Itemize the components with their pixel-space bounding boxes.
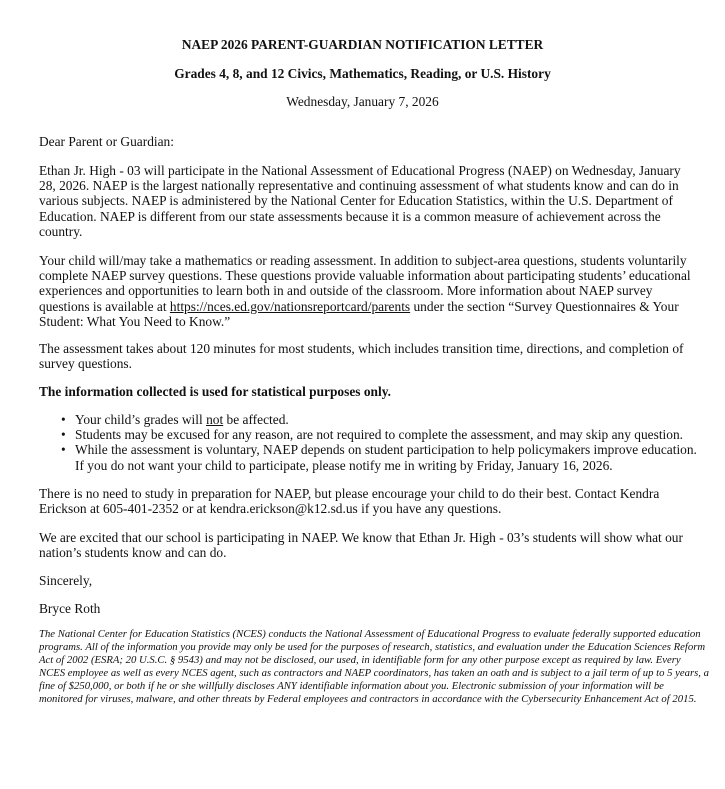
contact-paragraph: There is no need to study in preparation for NAEP, but please encourage your child to do their best. Contact Kendra Erickson at 605-401-2352 or at kendra.erickson@k12.sd.us if you have any questions. xyxy=(39,486,660,517)
survey-paragraph-text: Your child will/may take a mathematics or reading assessment. In addition to subject-area questions, students voluntarily complete NAEP survey questions. These questions provide valuable information about participating students’ educational experiences and opportunities to learn both in and outside of the classroom. More information about NAEP survey questions is available at xyxy=(39,253,691,314)
statistical-purposes-statement: The information collected is used for statistical purposes only. xyxy=(39,384,392,399)
naep-parents-link[interactable]: https://nces.ed.gov/nationsreportcard/parents xyxy=(169,298,411,314)
salutation: Dear Parent or Guardian: xyxy=(39,134,174,149)
emphasis-not: not xyxy=(206,412,224,427)
letter-title: NAEP 2026 PARENT-GUARDIAN NOTIFICATION LETTER xyxy=(181,37,544,52)
survey-paragraph-text-end: under the section “Survey Questionnaires & Your Student: What You Need to Know.” xyxy=(39,298,679,329)
intro-paragraph: Ethan Jr. High - 03 will participate in the National Assessment of Educational Progress (NAEP) on Wednesday, January 28, 2026. NAEP is the largest nationally representative and continuing assessment of what students know and can do in various subjects. NAEP is administered by the National Center for Education Statistics, within the U.S. Department of Education. NAEP is different from our state assessments because it is a common measure of achievement across the country. xyxy=(39,163,681,239)
excited-paragraph: We are excited that our school is participating in NAEP. We know that Ethan Jr. High - 03’s students will show what our nation’s students know and can do. xyxy=(39,530,683,561)
closing: Sincerely, xyxy=(39,573,93,588)
bullet-item-voluntary: • While the assessment is voluntary, NAEP depends on student participation to help policymakers improve education. If you do not want your child to participate, please notify me in writing by Friday, January 16, 2026. xyxy=(75,442,699,472)
bullet-item-excused: • Students may be excused for any reason, are not required to complete the assessment, and may skip any question. xyxy=(75,427,699,442)
signer-name: Bryce Roth xyxy=(39,601,101,616)
survey-paragraph xyxy=(39,253,699,329)
letter-subtitle: Grades 4, 8, and 12 Civics, Mathematics, Reading, or U.S. History xyxy=(174,66,551,81)
letter-date: Wednesday, January 7, 2026 xyxy=(286,94,439,109)
duration-paragraph: The assessment takes about 120 minutes for most students, which includes transition time, directions, and completion of survey questions. xyxy=(39,341,684,372)
bullet-item-grades: • Your child’s grades will not be affected. xyxy=(75,412,699,427)
legal-notice: The National Center for Education Statistics (NCES) conducts the National Assessment of Educational Progress to evaluate federally supported education programs. All of the information you provide may only be used for the purposes of research, statistics, and evaluation under the Education Sciences Reform Act of 2002 (ESRA; 20 U.S.C. § 9543) and may not be disclosed, our used, in identifiable form for any other purpose except as required by law. Every NCES employee as well as every NCES agent, such as contractors and NAEP coordinators, has taken an oath and is subject to a jail term of up to 5 years, a fine of $250,000, or both if he or she willfully discloses ANY identifiable information about you. Electronic submission of your information will be monitored for viruses, malware, and other threats by Federal employees and contractors in accordance with the Cybersecurity Enhancement Act of 2015. xyxy=(39,628,709,706)
bullet-list xyxy=(39,412,699,473)
